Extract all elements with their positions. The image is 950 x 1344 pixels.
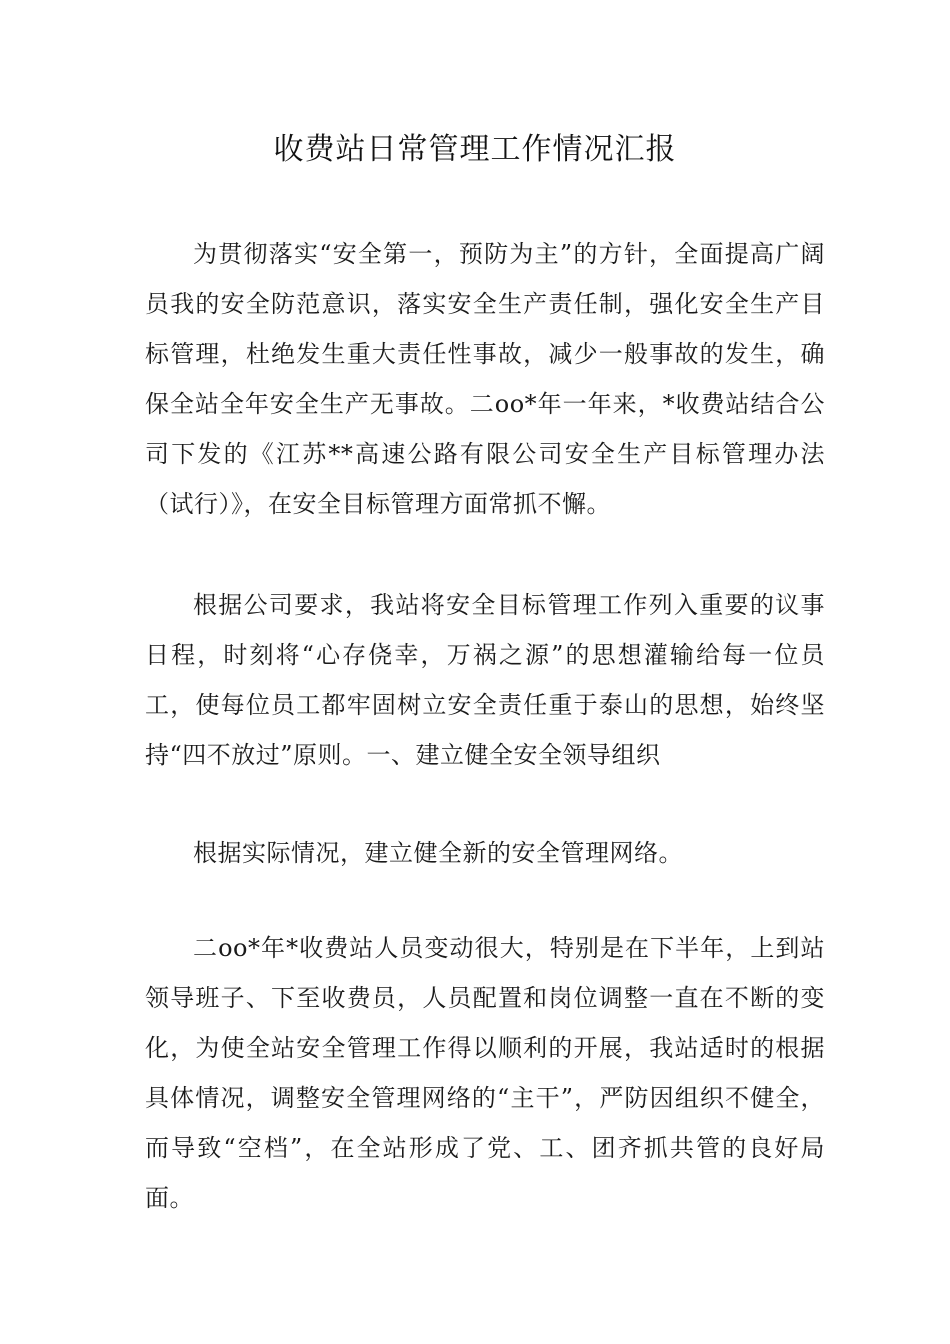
document-title: 收费站日常管理工作情况汇报	[273, 132, 677, 167]
paragraph-1: 为贯彻落实“安全第一，预防为主”的方针，全面提高广阔员我的安全防范意识，落实安全生产责任制，强化安全生产目标管理，杜绝发生重大责任性事故，减少一般事故的发生，确保全站全年安全生产无事故。二oo*年一年来，*收费站结合公司下发的《江苏**高速公路有限公司安全生产目标管理办法（试行）》，在安全目标管理方面常抓不懈。	[145, 240, 825, 518]
paragraph-4: 二oo*年*收费站人员变动很大，特别是在下半年，上到站领导班子、下至收费员，人员配置和岗位调整一直在不断的变化，为使全站安全管理工作得以顺利的开展，我站适时的根据具体情况，调整安全管理网络的“主干”，严防因组织不健全，而导致“空档”，在全站形成了党、工、团齐抓共管的良好局面。	[145, 934, 825, 1212]
paragraph-3: 根据实际情况，建立健全新的安全管理网络。	[193, 839, 683, 867]
paragraph-2: 根据公司要求，我站将安全目标管理工作列入重要的议事日程，时刻将“心存侥幸，万祸之源”的思想灌输给每一位员工，使每位员工都牢固树立安全责任重于泰山的思想，始终坚持“四不放过”原则。一、建立健全安全领导组织	[145, 591, 825, 769]
